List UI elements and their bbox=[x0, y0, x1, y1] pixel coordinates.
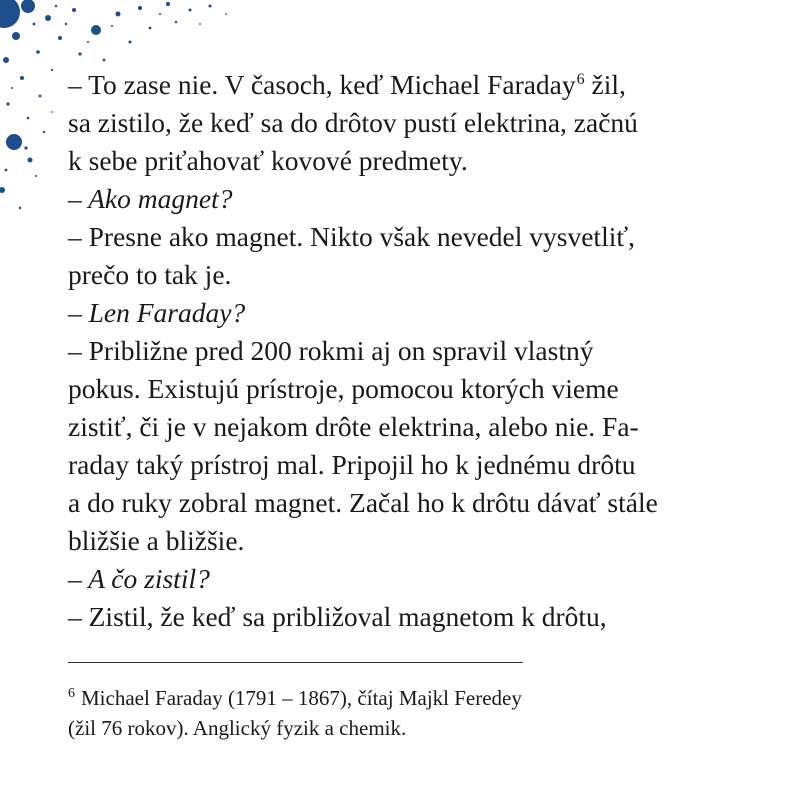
text-line: – Zistil, že keď sa približoval magnetom k drôtu, bbox=[68, 601, 607, 632]
text-line: – Presne ako magnet. Nikto však nevedel vysvetliť, bbox=[68, 221, 635, 252]
text-line: – Približne pred 200 rokmi aj on spravil vlastný bbox=[68, 335, 594, 366]
footnote-number: 6 bbox=[68, 686, 75, 701]
text-line: zistiť, či je v nejakom drôte elektrina, alebo nie. Fa- bbox=[68, 411, 639, 442]
dialogue-question: – Ako magnet? bbox=[68, 183, 233, 214]
text-line: sa zistilo, že keď sa do drôtov pustí elektrina, začnú bbox=[68, 107, 638, 138]
dialogue-question: – Len Faraday? bbox=[68, 297, 246, 328]
footnote-divider bbox=[68, 662, 523, 663]
footnote-marker: 6 bbox=[576, 71, 585, 88]
text-line: prečo to tak je. bbox=[68, 259, 232, 290]
text-line: raday taký prístroj mal. Pripojil ho k jednému drôtu bbox=[68, 449, 636, 480]
text-line: – To zase nie. V časoch, keď Michael Faraday$^6$ žil, bbox=[68, 69, 626, 100]
dialogue-question: – A čo zistil? bbox=[68, 563, 210, 594]
text-line: bližšie a bližšie. bbox=[68, 525, 245, 556]
text-line: pokus. Existujú prístroje, pomocou ktorých vieme bbox=[68, 373, 619, 404]
text-line: a do ruky zobral magnet. Začal ho k drôtu dávať stále bbox=[68, 487, 658, 518]
footnote-line: $^6$ Michael Faraday (1791 – 1867), čítaj Majkl Feredey bbox=[68, 686, 522, 710]
footnote-line: (žil 76 rokov). Anglický fyzik a chemik. bbox=[68, 716, 407, 740]
text-line: k sebe priťahovať kovové predmety. bbox=[68, 145, 468, 176]
